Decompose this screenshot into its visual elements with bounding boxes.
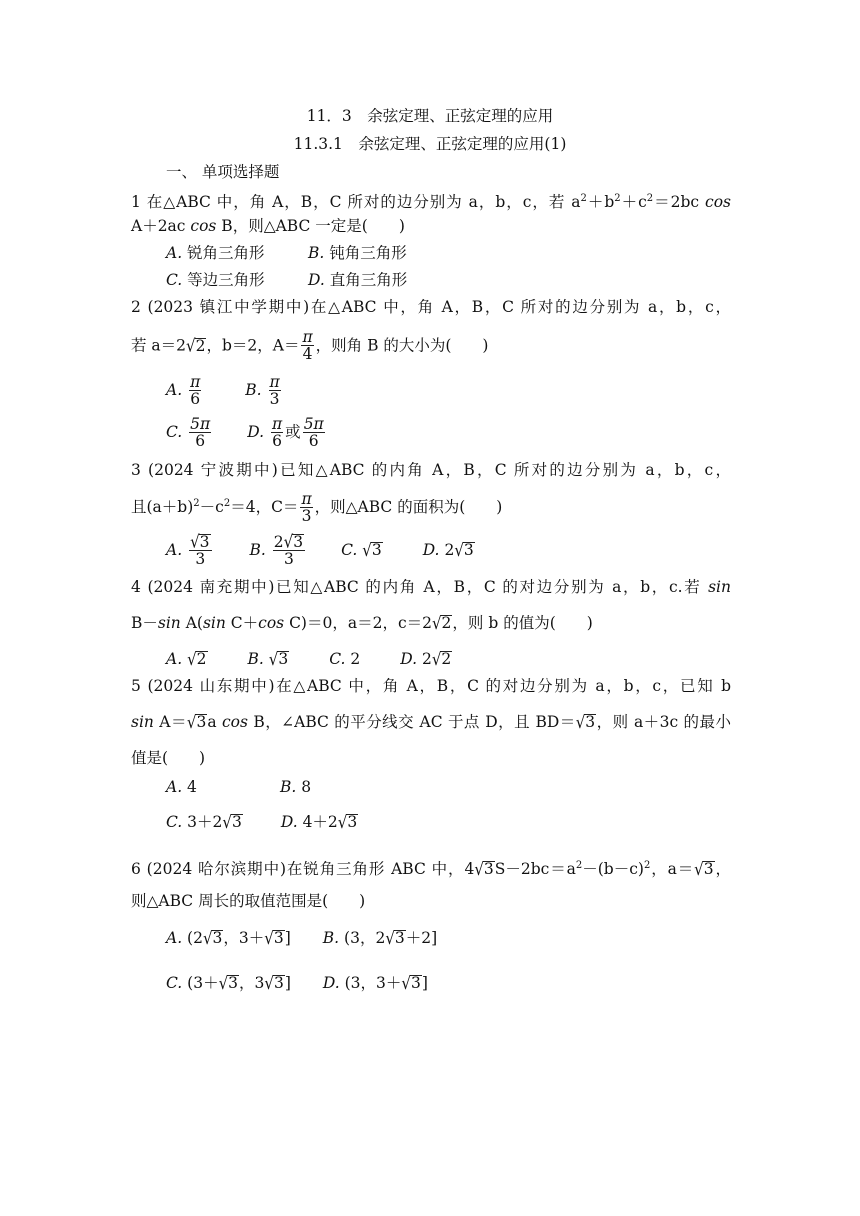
question-4-option-b: B. √3 <box>247 648 289 670</box>
question-6-line-2: 则△ABC 周长的取值范围是( ) <box>131 892 366 910</box>
question-1-option-b: B. 钝角三角形 <box>308 244 407 262</box>
question-3-option-d: D. 2√3 <box>422 539 474 561</box>
question-1-line-2: A＋2ac cos B，则△ABC 一定是( ) <box>131 217 405 235</box>
section-heading: 一、 单项选择题 <box>166 163 280 181</box>
question-4-option-a: A. √2 <box>166 648 207 670</box>
question-5-option-c: C. 3＋2√3 <box>166 811 242 833</box>
question-4-line-1: 4 (2024 南充期中)已知△ABC 的内角 A，B，C 的对边分别为 a，b，c.若 sin <box>131 578 731 596</box>
question-5-options-cd <box>166 812 358 832</box>
question-3-line-2: 且$(a+b)^2-c^2=4$，C＝ $\frac{\pi}{3}$ ，则△ABC 的面积为( ) <box>131 489 503 525</box>
question-1-line-1: 1 在△ABC 中，角 A，B，C 所对的边分别为 a，b，c，若 $a^2+b^2+c^2=2bc$ cos <box>131 193 731 211</box>
question-2-options-cd <box>166 416 327 450</box>
question-3-line-1: 3 (2024 宁波期中)已知△ABC 的内角 A，B，C 所对的边分别为 a，b，c， <box>131 461 731 479</box>
question-1-option-d: D. 直角三角形 <box>308 271 408 289</box>
question-5-option-a: A. 4 <box>166 778 197 796</box>
question-2-line-1: 2 (2023 镇江中学期中)在△ABC 中，角 A，B，C 所对的边分别为 a，b，c， <box>131 298 731 316</box>
question-1-option-a: A. 锐角三角形 <box>166 244 265 262</box>
question-6-option-b: B. (3，2√3＋2] <box>322 927 438 949</box>
question-5-option-b: B. 8 <box>280 778 312 796</box>
question-6-options-ab <box>166 928 437 948</box>
question-4-options <box>166 649 452 669</box>
question-2-option-d: D. $\frac{\pi}{6}$ 或 $\frac{5\pi}{6}$ <box>247 414 324 450</box>
question-3-options <box>166 533 475 568</box>
question-5-option-d: D. 4＋2√3 <box>280 811 358 833</box>
question-3-option-c: C. √3 <box>341 539 382 561</box>
question-5-line-2: sin A＝√3a cos B，∠ABC 的平分线交 AC 于点 D，且 BD＝√3，则 a＋3c 的最小 <box>131 711 731 733</box>
question-3-option-a: A. $\frac{√3}{3}$ <box>166 531 210 568</box>
question-4-line-2: B－sin A(sin C＋cos C)＝0，a＝2，c＝2√2，则 b 的值为( ) <box>131 612 593 634</box>
question-2-option-b: B. $\frac{\pi}{3}$ <box>245 372 280 408</box>
question-6-option-c: C. (3＋√3，3√3] <box>166 972 291 994</box>
page-title: 11．3 余弦定理、正弦定理的应用 <box>306 107 554 125</box>
question-2-option-a: A. $\frac{\pi}{6}$ <box>166 372 201 408</box>
question-1-option-c: C. 等边三角形 <box>166 271 265 289</box>
question-6-option-d: D. (3，3＋√3] <box>322 972 428 994</box>
question-4-option-c: C. 2 <box>329 650 361 668</box>
question-6-line-1: 6 (2024 哈尔滨期中)在锐角三角形 ABC 中，$4√3S-2bc=a^2-(b-c)^2$，a＝√3， <box>131 858 731 880</box>
question-6-options-cd <box>166 973 428 993</box>
question-4-option-d: D. 2√2 <box>400 648 452 670</box>
question-2-option-c: C. $\frac{5\pi}{6}$ <box>166 414 211 450</box>
question-2-line-2: 若 a＝2√2，b＝2，A＝ $\frac{\pi}{4}$ ，则角 B 的大小为( ) <box>131 328 489 363</box>
question-5-line-1: 5 (2024 山东期中)在△ABC 中，角 A，B，C 的对边分别为 a，b，c，已知 b <box>131 677 731 695</box>
question-2-options-ab <box>166 374 283 408</box>
question-5-line-3: 值是( ) <box>131 749 206 767</box>
question-3-option-b: B. $\frac{2√3}{3}$ <box>249 531 304 568</box>
question-6-option-a: A. (2√3，3＋√3] <box>166 927 291 949</box>
page-subtitle: 11.3.1 余弦定理、正弦定理的应用(1) <box>293 135 567 153</box>
